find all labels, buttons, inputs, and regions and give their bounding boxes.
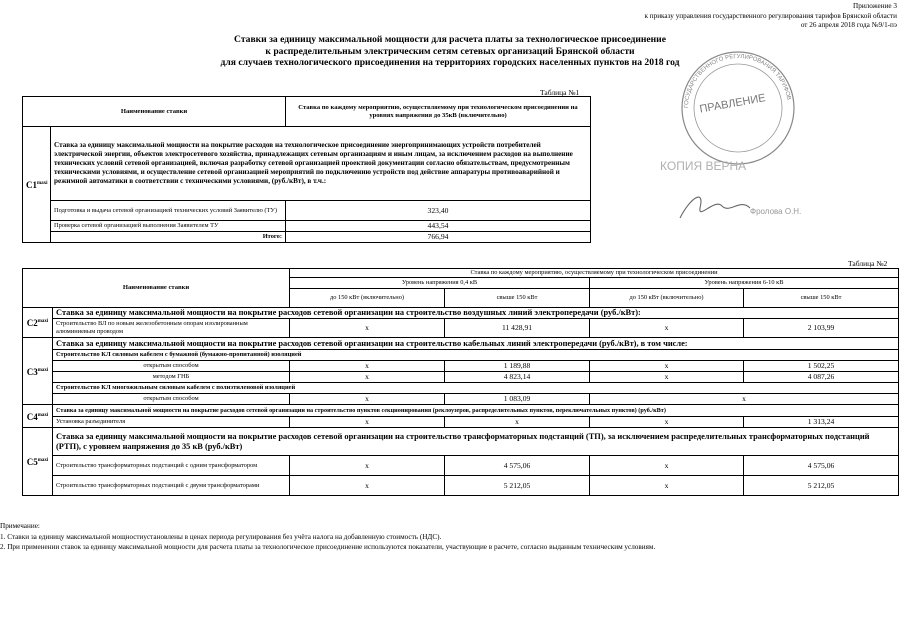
- c3-a1-name: открытым способом: [53, 361, 290, 372]
- c4-code: $С4^{maxi}$: [23, 405, 53, 428]
- c5-r1-v3: x: [590, 456, 744, 476]
- table1-row2-value: 443,54: [286, 221, 591, 232]
- table1-label: Таблица №1: [540, 88, 580, 97]
- table1-total-value: 766,94: [286, 232, 591, 243]
- appendix-line-1: Приложение 3: [853, 2, 897, 10]
- c3-b1-v2: 1 083,09: [445, 394, 590, 405]
- c3-a2-v4: 4 087,26: [744, 372, 899, 383]
- table1: [22, 96, 591, 243]
- c4-title: Ставка за единицу максимальной мощности на покрытие расходов сетевой организации на строительство пунктов секционирования (реклоузеров, распределительных пунктов, переключательных пунктов) (руб./кВт): [53, 405, 899, 417]
- c5-r1-v2: 4 575,06: [445, 456, 590, 476]
- table2-sub-4: свыше 150 кВт: [744, 289, 899, 308]
- table2-sub-1: до 150 кВт (включительно): [290, 289, 445, 308]
- c5-r2-v3: x: [590, 476, 744, 496]
- c4-v2: x: [445, 417, 590, 428]
- c3-sub-a: Строительство КЛ силовым кабелем с бумажной (бумажно-пропитанной) изоляцией: [53, 350, 899, 361]
- c5-r1-v4: 4 575,06: [744, 456, 899, 476]
- table1-row1-name: Подготовка и выдача сетевой организацией технических условий Заявителю (ТУ): [51, 201, 286, 221]
- c3-a1-v1: x: [290, 361, 445, 372]
- c5-r1-name: Строительство трансформаторных подстанций с одним трансформатором: [53, 456, 290, 476]
- table1-header-name: Наименование ставки: [23, 97, 286, 127]
- c3-a2-v1: x: [290, 372, 445, 383]
- c3-code: $С3^{maxi}$: [23, 338, 53, 405]
- title-line-2: к распределительным электрическим сетям сетевых организаций Брянской области: [265, 45, 635, 57]
- notes: [0, 521, 900, 553]
- table1-row1-value: 323,40: [286, 201, 591, 221]
- c3-a2-name: методом ГНБ: [53, 372, 290, 383]
- c3-a1-v2: 1 189,88: [445, 361, 590, 372]
- table1-total-label: Итого:: [51, 232, 286, 243]
- c5-title: Ставка за единицу максимальной мощности на покрытие расходов сетевой организации на строительство трансформаторных подстанций (ТП), за исключением распределительных трансформаторных подстанций (РТП), с уровнем напряжения до 35 кВ (руб./кВт): [53, 428, 899, 456]
- table2-level-04: Уровень напряжения 0,4 кВ: [290, 278, 590, 289]
- signature: [680, 197, 750, 218]
- c5-r2-v1: x: [290, 476, 445, 496]
- table2-header-name: Наименование ставки: [23, 269, 290, 308]
- table-row: [23, 417, 899, 428]
- table2-sub-3: до 150 кВт (включительно): [590, 289, 744, 308]
- stamp-copy-text: КОПИЯ ВЕРНА: [660, 159, 747, 173]
- c4-row-name: Установка разъединителя: [53, 417, 290, 428]
- c4-v3: x: [590, 417, 744, 428]
- table1-description: Ставка за единицу максимальной мощности на покрытие расходов на технологическое присоединение энергопринимающих устройств потребителей электрической энергии, объектов электросетевого хозяйства, принадлежащих сетевым организациям и иным лицам, за исключением расходов на выполнение технических условий сетевой организацией, включая разработку сетевой организацией проектной документации согласно обязательствам, предусмотренным техническими условиями, и осуществление сетевой организацией мероприятий по подключению устройств под действие аппаратуры противоаварийной и режимной автоматики в соответствии с техническими условиями, (руб./кВт), в т.ч.:: [51, 127, 591, 201]
- appendix-header: [644, 2, 897, 31]
- table2-level-610: Уровень напряжения 6-10 кВ: [590, 278, 899, 289]
- table-row: [23, 319, 899, 338]
- c3-a2-v2: 4 823,14: [445, 372, 590, 383]
- c3-b1-v3: x: [590, 394, 899, 405]
- c2-v4: 2 103,99: [744, 319, 899, 338]
- c3-b1-v1: x: [290, 394, 445, 405]
- table-row: [23, 394, 899, 405]
- c3-b1-name: открытым способом: [53, 394, 290, 405]
- note-2: 2. При применении ставок за единицу максимальной мощности для расчета платы за технологическое присоединение используются показатели, участвующие в расчете, согласно выданным техническим условиям.: [0, 543, 656, 551]
- table1-code: $С1^{maxi}$: [23, 127, 51, 243]
- stamp-center-text: ПРАВЛЕНИЕ: [698, 92, 767, 116]
- c5-code: $С5^{maxi}$: [23, 428, 53, 496]
- official-stamp: [660, 48, 820, 228]
- c2-row-name: Строительство ВЛ по новым железобетонным опорам изолированным алюминиевым проводом: [53, 319, 290, 338]
- stamp-signer: Фролова О.Н.: [750, 207, 802, 216]
- c5-r2-v4: 5 212,05: [744, 476, 899, 496]
- c2-v3: x: [590, 319, 744, 338]
- c4-v4: 1 313,24: [744, 417, 899, 428]
- table-row: [23, 456, 899, 476]
- table1-row2-name: Проверка сетевой организацией выполнения Заявителем ТУ: [51, 221, 286, 232]
- table2: [22, 268, 899, 496]
- c2-title: Ставка за единицу максимальной мощности на покрытие расходов сетевой организации на строительство воздушных линий электропередачи (руб./кВт):: [53, 308, 899, 319]
- c2-v1: x: [290, 319, 445, 338]
- appendix-line-3: от 26 апреля 2018 года №9/1-пэ: [800, 21, 897, 29]
- notes-heading: Примечание:: [0, 522, 40, 530]
- c5-r1-v1: x: [290, 456, 445, 476]
- table-row: [23, 361, 899, 372]
- c3-title: Ставка за единицу максимальной мощности на покрытие расходов сетевой организации на строительство кабельных линий электропередачи (руб./кВт), в том числе:: [53, 338, 899, 350]
- title-line-3: для случаев технологического присоединения на территориях городских населенных пунктов на 2018 год: [220, 57, 680, 68]
- c5-r2-name: Строительство трансформаторных подстанций с двумя трансформаторами: [53, 476, 290, 496]
- c2-v2: 11 428,91: [445, 319, 590, 338]
- note-1: 1. Ставки за единицу максимальной мощностиустановлены в ценах периода регулирования без учёта налога на добавленную стоимость (НДС).: [0, 532, 442, 541]
- table2-sub-2: свыше 150 кВт: [445, 289, 590, 308]
- c5-r2-v2: 5 212,05: [445, 476, 590, 496]
- title-line-1: Ставки за единицу максимальной мощности для расчета платы за технологическое присоединение: [234, 34, 666, 45]
- table-row: [23, 201, 591, 221]
- c3-a1-v4: 1 502,25: [744, 361, 899, 372]
- c2-code: $С2^{maxi}$: [23, 308, 53, 338]
- c3-a1-v3: x: [590, 361, 744, 372]
- table2-label: Таблица №2: [848, 259, 888, 268]
- appendix-line-2: к приказу управления государственного регулирования тарифов Брянской области: [644, 11, 897, 20]
- table-row: [23, 476, 899, 496]
- c3-sub-b: Строительство КЛ многожильным силовым кабелем с полиэтиленовой изоляцией: [53, 383, 899, 394]
- svg-text:ГОСУДАРСТВЕННОГО РЕГУЛИРОВАНИЯ: ГОСУДАРСТВЕННОГО РЕГУЛИРОВАНИЯ ТАРИФОВ: [683, 53, 792, 109]
- table-row: [23, 221, 591, 232]
- c3-a2-v3: x: [590, 372, 744, 383]
- table1-header-rate: Ставка по каждому мероприятию, осуществляемому при технологическом присоединении на уровнях напряжения до 35кВ (включительно): [286, 97, 591, 127]
- table-row: [23, 232, 591, 243]
- c4-v1: x: [290, 417, 445, 428]
- table-row: [23, 372, 899, 383]
- table2-header-rate: Ставка по каждому мероприятию, осуществляемому при технологическом присоединении: [290, 269, 899, 278]
